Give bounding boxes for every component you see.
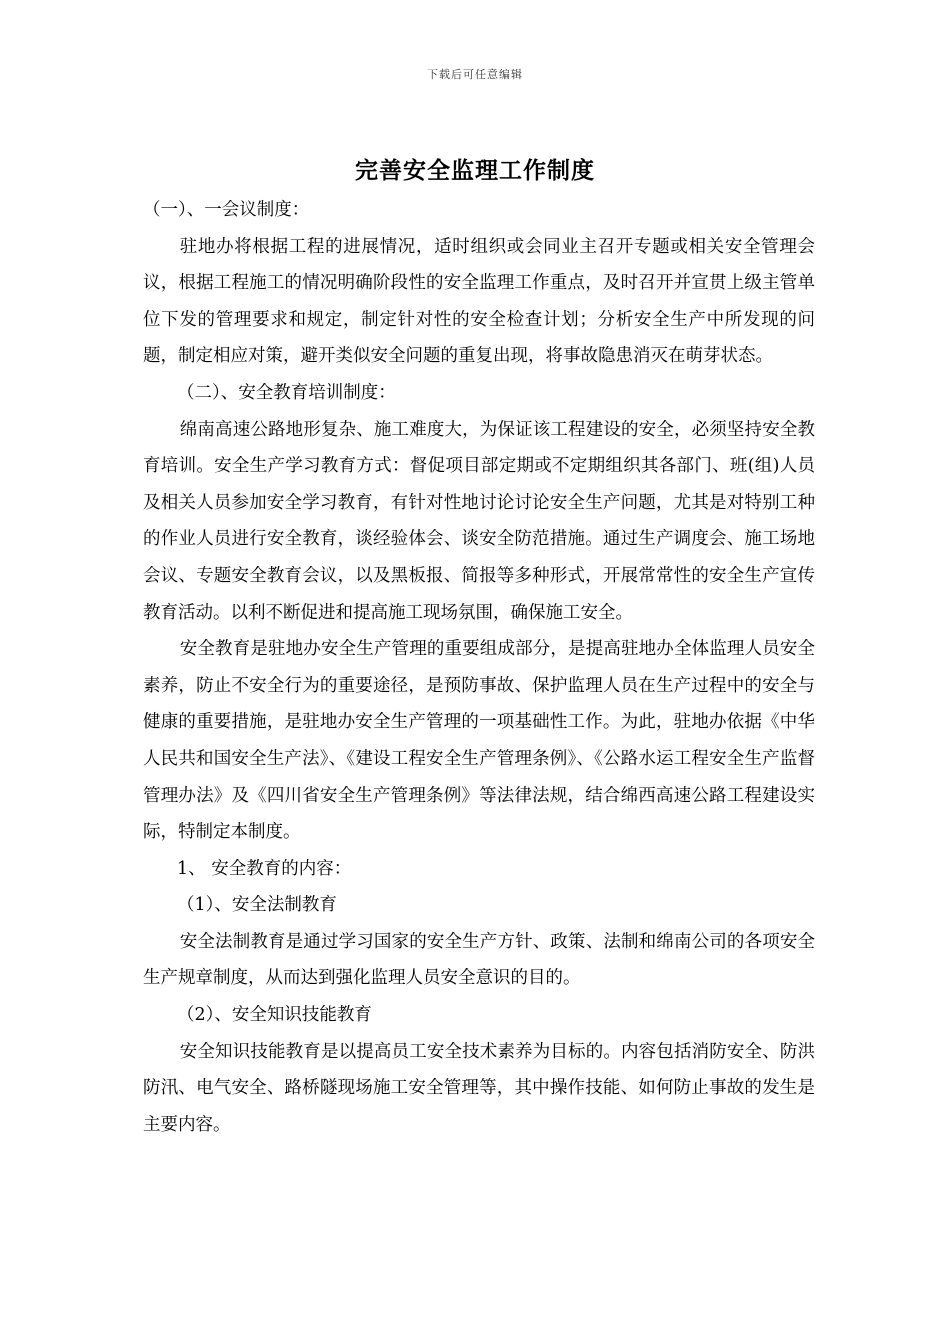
- paragraph-skills: 安全知识技能教育是以提高员工安全技术素养为目标的。内容包括消防安全、防洪防汛、电气安全、路桥隧现场施工安全管理等，其中操作技能、如何防止事故的发生是主要内容。: [143, 1041, 815, 1135]
- paragraph-meeting: 驻地办将根据工程的进展情况，适时组织或会同业主召开专题或相关安全管理会议，根据工程施工的情况明确阶段性的安全监理工作重点，及时召开并宣贯上级主管单位下发的管理要求和规定，制定针对性的安全检查计划；分析安全生产中所发现的问题，制定相应对策，避开类似安全问题的重复出现，将事故隐患消灭在萌芽状态。: [143, 236, 815, 367]
- subsection-heading-skills: （2）、安全知识技能教育: [177, 1005, 372, 1026]
- paragraph-training-purpose: 安全教育是驻地办安全生产管理的重要组成部分，是提高驻地办全体监理人员安全素养，防止不安全行为的重要途径，是预防事故、保护监理人员在生产过程中的安全与健康的重要措施，是驻地办安全生产管理的一项基础性工作。为此，驻地办依据《中华人民共和国安全生产法》、《建设工程安全生产管理条例》、《公路水运工程安全生产监督管理办法》及《四川省安全生产管理条例》等法律法规，结合绵西高速公路工程建设实际，特制定本制度。: [143, 639, 815, 843]
- paragraph-legal: 安全法制教育是通过学习国家的安全生产方针、政策、法制和绵南公司的各项安全生产规章制度，从而达到强化监理人员安全意识的目的。: [143, 931, 815, 989]
- document-body: [143, 192, 815, 1143]
- subsection-heading-content: 1、 安全教育的内容：: [177, 858, 352, 879]
- header-note: 下载后可任意编辑: [427, 68, 523, 81]
- section-heading-meeting: （一）、一会议制度：: [143, 200, 310, 220]
- subsection-heading-legal: （1）、安全法制教育: [177, 895, 337, 916]
- document-title: 完善安全监理工作制度: [355, 157, 595, 184]
- paragraph-training-intro: 绵南高速公路地形复杂、施工难度大，为保证该工程建设的安全，必须坚持安全教育培训。安全生产学习教育方式：督促项目部定期或不定期组织其各部门、班(组)人员及相关人员参加安全学习教育，有针对性地讨论讨论安全生产问题，尤其是对特别工种的作业人员进行安全教育，谈经验体会、谈安全防范措施。通过生产调度会、施工场地会议、专题安全教育会议，以及黑板报、简报等多种形式，开展常常性的安全生产宣传教育活动。以利不断促进和提高施工现场氛围，确保施工安全。: [143, 419, 815, 623]
- section-heading-training: （二）、安全教育培训制度：: [177, 382, 396, 403]
